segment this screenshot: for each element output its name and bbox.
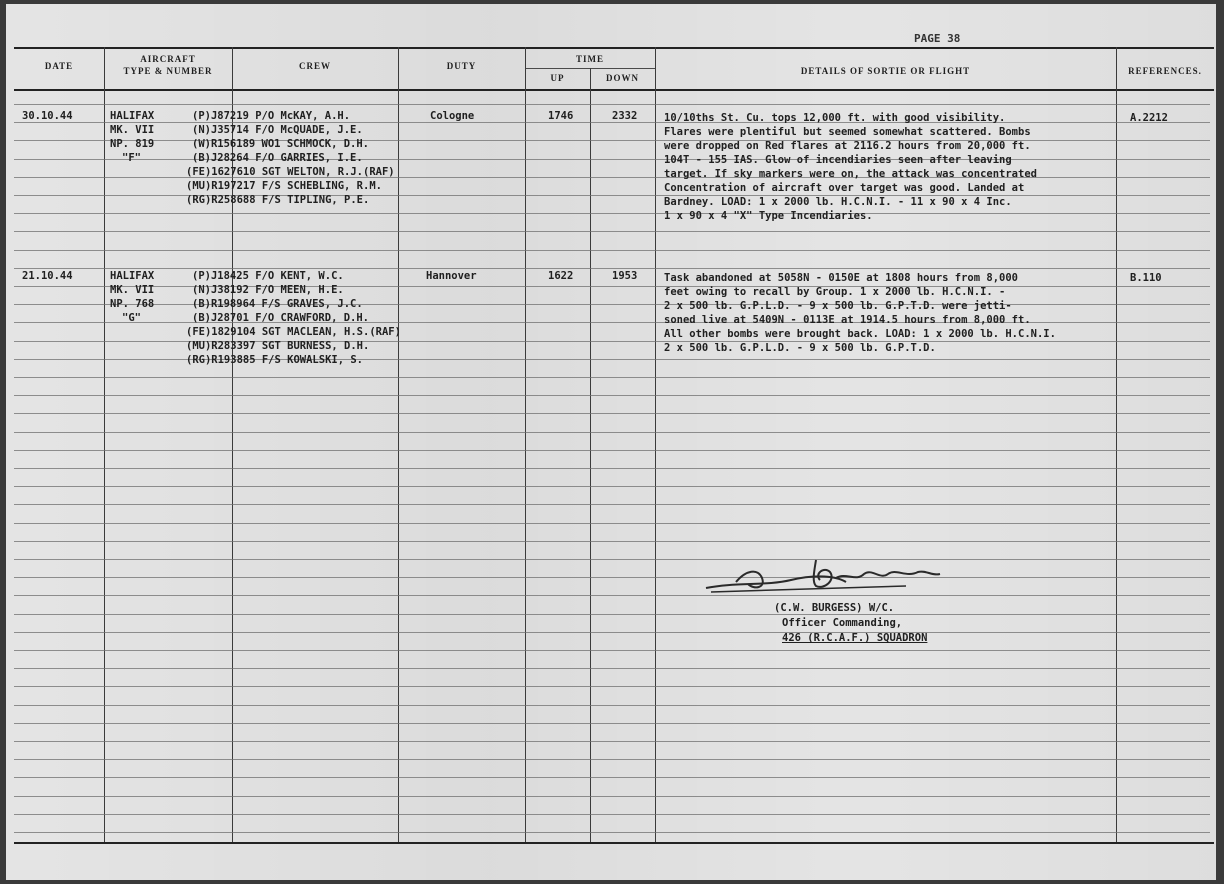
header-top-rule	[14, 47, 1214, 49]
time-down: 1953	[612, 270, 638, 282]
details-line: 2 x 500 lb. G.P.L.D. - 9 x 500 lb. G.P.T.D. were jetti-	[664, 300, 1012, 312]
header-details: DETAILS OF SORTIE OR FLIGHT	[800, 66, 971, 76]
aircraft-serial: NP. 768	[110, 298, 155, 310]
details-line: Flares were plentiful but seemed somewhat scattered. Bombs	[664, 126, 1031, 138]
ruled-line	[14, 122, 1210, 123]
ruled-line	[14, 814, 1210, 815]
crew-member: (B)R198964 F/S GRAVES, J.C.	[192, 298, 363, 310]
aircraft-mark: MK. VII	[110, 284, 155, 296]
aircraft-letter: "F"	[122, 152, 141, 164]
details-line: 10/10ths St. Cu. tops 12,000 ft. with good visibility.	[664, 112, 1006, 124]
ruled-line	[14, 650, 1210, 651]
header-duty: DUTY	[446, 61, 477, 71]
aircraft-type: HALIFAX	[110, 110, 155, 122]
time-down: 2332	[612, 110, 638, 122]
time-split-rule	[526, 68, 656, 69]
ruled-line	[14, 468, 1210, 469]
entry-date: 30.10.44	[22, 110, 73, 122]
ruled-line	[14, 541, 1210, 542]
ruled-line	[14, 268, 1210, 269]
crew-member: (RG)R258688 F/S TIPLING, P.E.	[186, 194, 370, 206]
signature-handwriting	[696, 552, 946, 602]
ruled-line	[14, 559, 1210, 560]
ruled-line	[14, 614, 1210, 615]
ruled-line	[14, 796, 1210, 797]
crew-member: (N)J38192 F/O MEEN, H.E.	[192, 284, 344, 296]
ruled-line	[14, 777, 1210, 778]
crew-member: (FE)1829104 SGT MACLEAN, H.S.(RAF)	[186, 326, 401, 338]
record-sheet	[6, 4, 1216, 880]
crew-member: (B)J28701 F/O CRAWFORD, D.H.	[192, 312, 370, 324]
header-up: UP	[550, 73, 565, 83]
ruled-line	[14, 486, 1210, 487]
ruled-line	[14, 504, 1210, 505]
ruled-line	[14, 668, 1210, 669]
header-references: REFERENCES.	[1128, 66, 1202, 76]
signatory-title: Officer Commanding,	[782, 617, 903, 629]
reference-code: A.2212	[1130, 112, 1168, 124]
time-up: 1622	[548, 270, 574, 282]
ruled-line	[14, 577, 1210, 578]
header-date: DATE	[44, 61, 74, 71]
crew-member: (B)J28264 F/O GARRIES, I.E.	[192, 152, 363, 164]
duty-target: Cologne	[430, 110, 475, 122]
crew-member: (MU)R283397 SGT BURNESS, D.H.	[186, 340, 370, 352]
aircraft-letter: "G"	[122, 312, 141, 324]
ruled-line	[14, 395, 1210, 396]
ruled-line	[14, 595, 1210, 596]
crew-member: (W)R156189 WO1 SCHMOCK, D.H.	[192, 138, 370, 150]
crew-member: (N)J35714 F/O McQUADE, J.E.	[192, 124, 363, 136]
header-bottom-rule	[14, 89, 1214, 91]
details-line: target. If sky markers were on, the attack was concentrated	[664, 168, 1037, 180]
ruled-line	[14, 523, 1210, 524]
crew-member: (P)J87219 P/O McKAY, A.H.	[192, 110, 351, 122]
ruled-line	[14, 632, 1210, 633]
ruled-line	[14, 686, 1210, 687]
ruled-line	[14, 413, 1210, 414]
details-line: Task abandoned at 5058N - 0150E at 1808 hours from 8,000	[664, 272, 1019, 284]
signatory-unit: 426 (R.C.A.F.) SQUADRON	[782, 632, 928, 644]
time-up: 1746	[548, 110, 574, 122]
ruled-line	[14, 741, 1210, 742]
reference-code: B.110	[1130, 272, 1162, 284]
ruled-line	[14, 723, 1210, 724]
details-line: 2 x 500 lb. G.P.L.D. - 9 x 500 lb. G.P.T.D.	[664, 342, 936, 354]
details-line: Concentration of aircraft over target was good. Landed at	[664, 182, 1025, 194]
crew-member: (MU)R197217 F/S SCHEBLING, R.M.	[186, 180, 382, 192]
ruled-line	[14, 250, 1210, 251]
crew-member: (FE)1627610 SGT WELTON, R.J.(RAF)	[186, 166, 395, 178]
crew-member: (RG)R193885 F/S KOWALSKI, S.	[186, 354, 364, 366]
ruled-line	[14, 213, 1210, 214]
col-line-5	[590, 68, 591, 842]
footer-rule	[14, 842, 1214, 844]
header-down: DOWN	[606, 73, 639, 83]
details-line: soned live at 5409N - 0113E at 1914.5 hours from 8,000 ft.	[664, 314, 1031, 326]
details-line: feet owing to recall by Group. 1 x 2000 lb. H.C.N.I. -	[664, 286, 1006, 298]
ruled-line	[14, 231, 1210, 232]
duty-target: Hannover	[426, 270, 477, 282]
ruled-line	[14, 705, 1210, 706]
signatory-name: (C.W. BURGESS) W/C.	[774, 602, 895, 614]
ruled-line	[14, 450, 1210, 451]
details-line: 1 x 90 x 4 "X" Type Incendiaries.	[664, 210, 873, 222]
header-type-number: TYPE & NUMBER	[123, 66, 213, 76]
crew-member: (P)J18425 F/O KENT, W.C.	[192, 270, 344, 282]
ruled-line	[14, 432, 1210, 433]
details-line: 104T - 155 IAS. Glow of incendiaries seen after leaving	[664, 154, 1012, 166]
header-crew: CREW	[298, 61, 331, 71]
ruled-line	[14, 377, 1210, 378]
entry-date: 21.10.44	[22, 270, 73, 282]
ruled-line	[14, 832, 1210, 833]
details-line: All other bombs were brought back. LOAD: 1 x 2000 lb. H.C.N.I.	[664, 328, 1056, 340]
aircraft-type: HALIFAX	[110, 270, 155, 282]
aircraft-mark: MK. VII	[110, 124, 155, 136]
header-time: TIME	[575, 54, 604, 64]
header-aircraft: AIRCRAFT	[140, 54, 196, 64]
page-number: PAGE 38	[914, 32, 961, 45]
aircraft-serial: NP. 819	[110, 138, 155, 150]
details-line: Bardney. LOAD: 1 x 2000 lb. H.C.N.I. - 11 x 90 x 4 Inc.	[664, 196, 1012, 208]
ruled-line	[14, 759, 1210, 760]
details-line: were dropped on Red flares at 2116.2 hours from 20,000 ft.	[664, 140, 1031, 152]
ruled-line	[14, 104, 1210, 105]
